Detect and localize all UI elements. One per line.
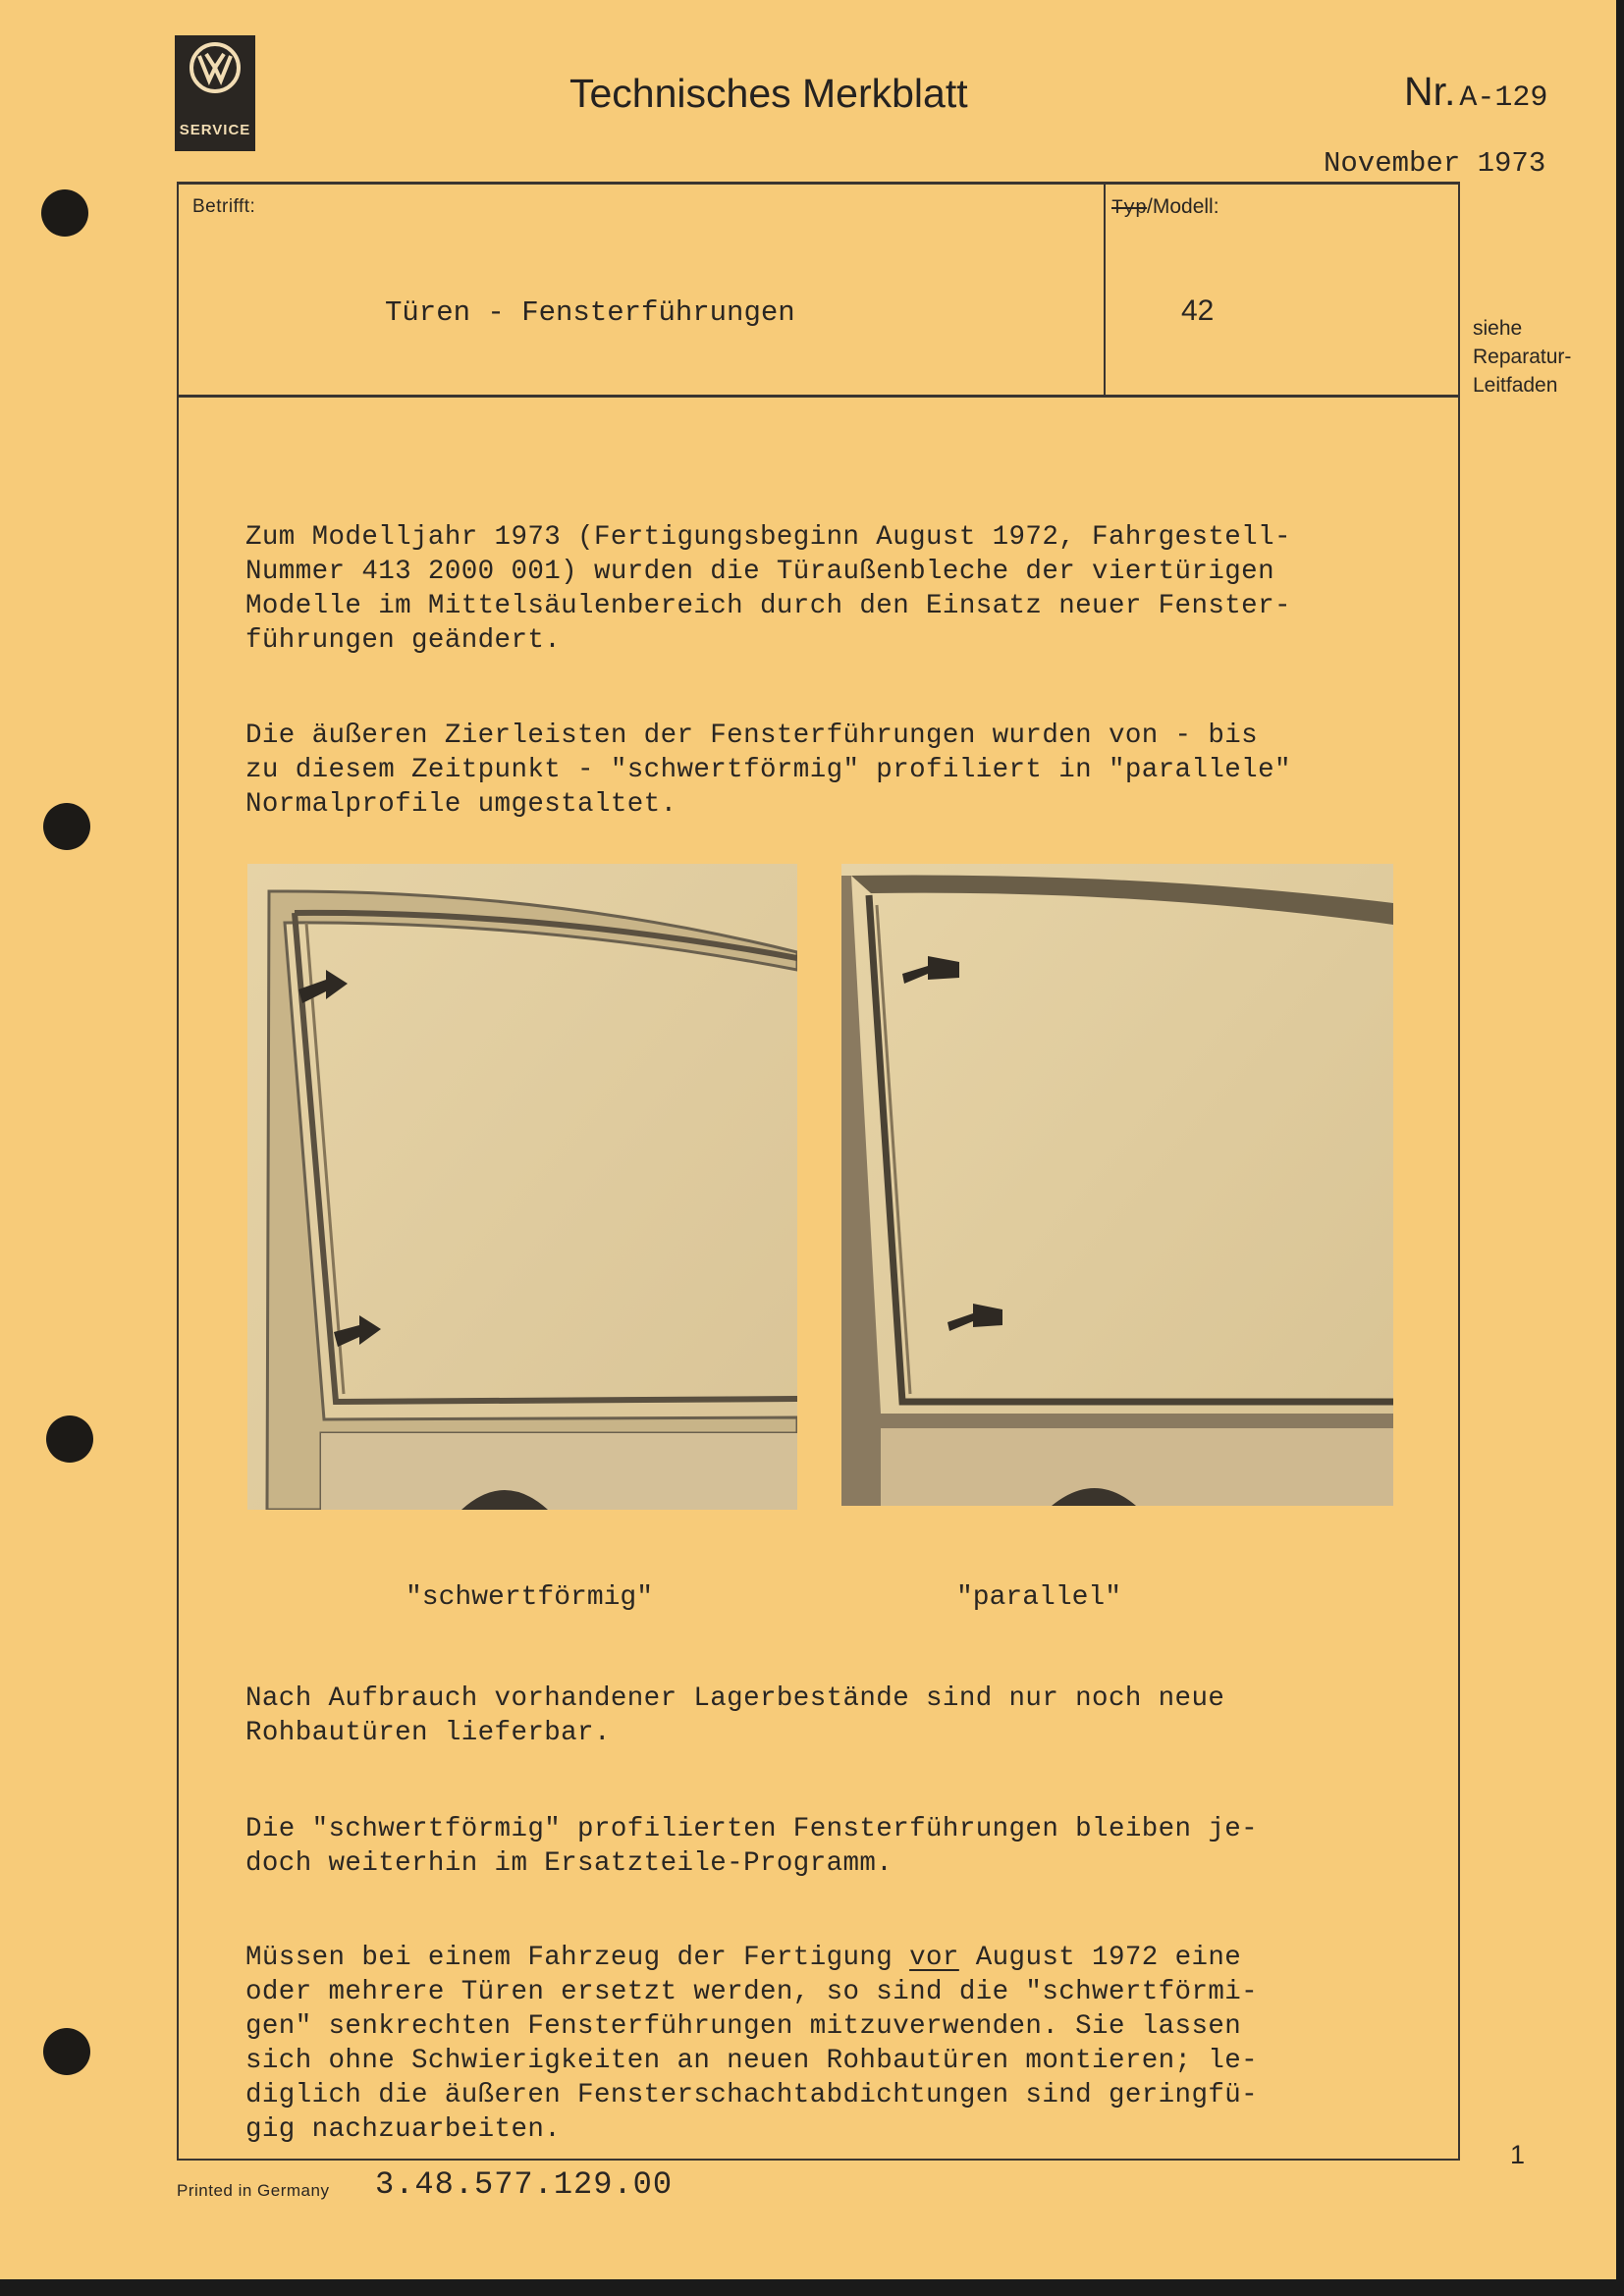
punch-hole — [43, 803, 90, 850]
punch-hole — [41, 189, 88, 237]
paragraph-intro: Zum Modelljahr 1973 (Fertigungsbeginn August 1972, Fahrgestell- Nummer 413 2000 001) wurden die Türaußenbleche der viertürigen Modelle im Mittelsäulenbereich durch den Einsatz neuer Fenster- führungen geändert. — [245, 522, 1291, 656]
vw-service-logo — [175, 35, 255, 151]
paragraph-replacement-pre: Müssen bei einem Fahrzeug der Fertigung — [245, 1943, 910, 1973]
paragraph-profiles: Die äußeren Zierleisten der Fensterführungen wurden von - bis zu diesem Zeitpunkt - "schwertförmig" profiliert in "parallele" Normalprofile umgestaltet. — [245, 721, 1291, 820]
printed-in-germany: Printed in Germany — [177, 2181, 330, 2200]
paragraph-replacement — [245, 1941, 1258, 2147]
paragraph-replacement-post: August 1972 eine oder mehrere Türen ersetzt werden, so sind die "schwertförmi- gen" senkrechten Fensterführungen mitzuverwenden. Sie lassen sich ohne Schwierigkeiten an neuen Rohbautüren montieren; le- diglich die äußeren Fensterschachtabdichtungen sind geringfü- gig nachzuarbeiten. — [245, 1943, 1259, 2145]
caption-parallel: "parallel" — [956, 1582, 1122, 1613]
bulletin-number-label: Nr. — [1404, 69, 1456, 114]
photo-parallel — [841, 864, 1393, 1506]
header-column-divider — [1104, 183, 1106, 396]
side-note-line: Leitfaden — [1473, 374, 1558, 397]
bulletin-number-value: A-129 — [1459, 81, 1548, 115]
side-note-line: siehe — [1473, 317, 1523, 340]
page-title: Technisches Merkblatt — [569, 71, 968, 116]
issue-date: November 1973 — [1324, 147, 1546, 180]
paragraph-spare-parts: Die "schwertförmig" profilierten Fensterführungen bleiben je- doch weiterhin im Ersatzteile-Programm. — [245, 1814, 1259, 1879]
emphasis-vor: vor — [909, 1943, 959, 1973]
vw-emblem-icon — [189, 41, 242, 94]
model-value: 42 — [1181, 294, 1215, 327]
part-number: 3.48.577.129.00 — [375, 2166, 674, 2203]
model-label — [1111, 195, 1219, 220]
caption-schwertfoermig: "schwertförmig" — [406, 1582, 654, 1613]
page-number: 1 — [1510, 2140, 1526, 2169]
logo-service-text: SERVICE — [179, 122, 251, 138]
header-divider — [177, 395, 1460, 398]
side-note — [1473, 314, 1571, 400]
punch-hole — [43, 2028, 90, 2075]
photo-schwertfoermig — [247, 864, 797, 1510]
bulletin-number — [1404, 69, 1547, 115]
punch-hole — [46, 1415, 93, 1463]
subject-label: Betrifft: — [192, 196, 256, 217]
paragraph-stock: Nach Aufbrauch vorhandener Lagerbestände sind nur noch neue Rohbautüren lieferbar. — [245, 1683, 1225, 1748]
subject-value: Türen - Fensterführungen — [385, 296, 795, 329]
side-note-line: Reparatur- — [1473, 346, 1572, 368]
model-label-text: /Modell: — [1147, 195, 1219, 218]
type-label-struck: Typ — [1111, 197, 1148, 220]
